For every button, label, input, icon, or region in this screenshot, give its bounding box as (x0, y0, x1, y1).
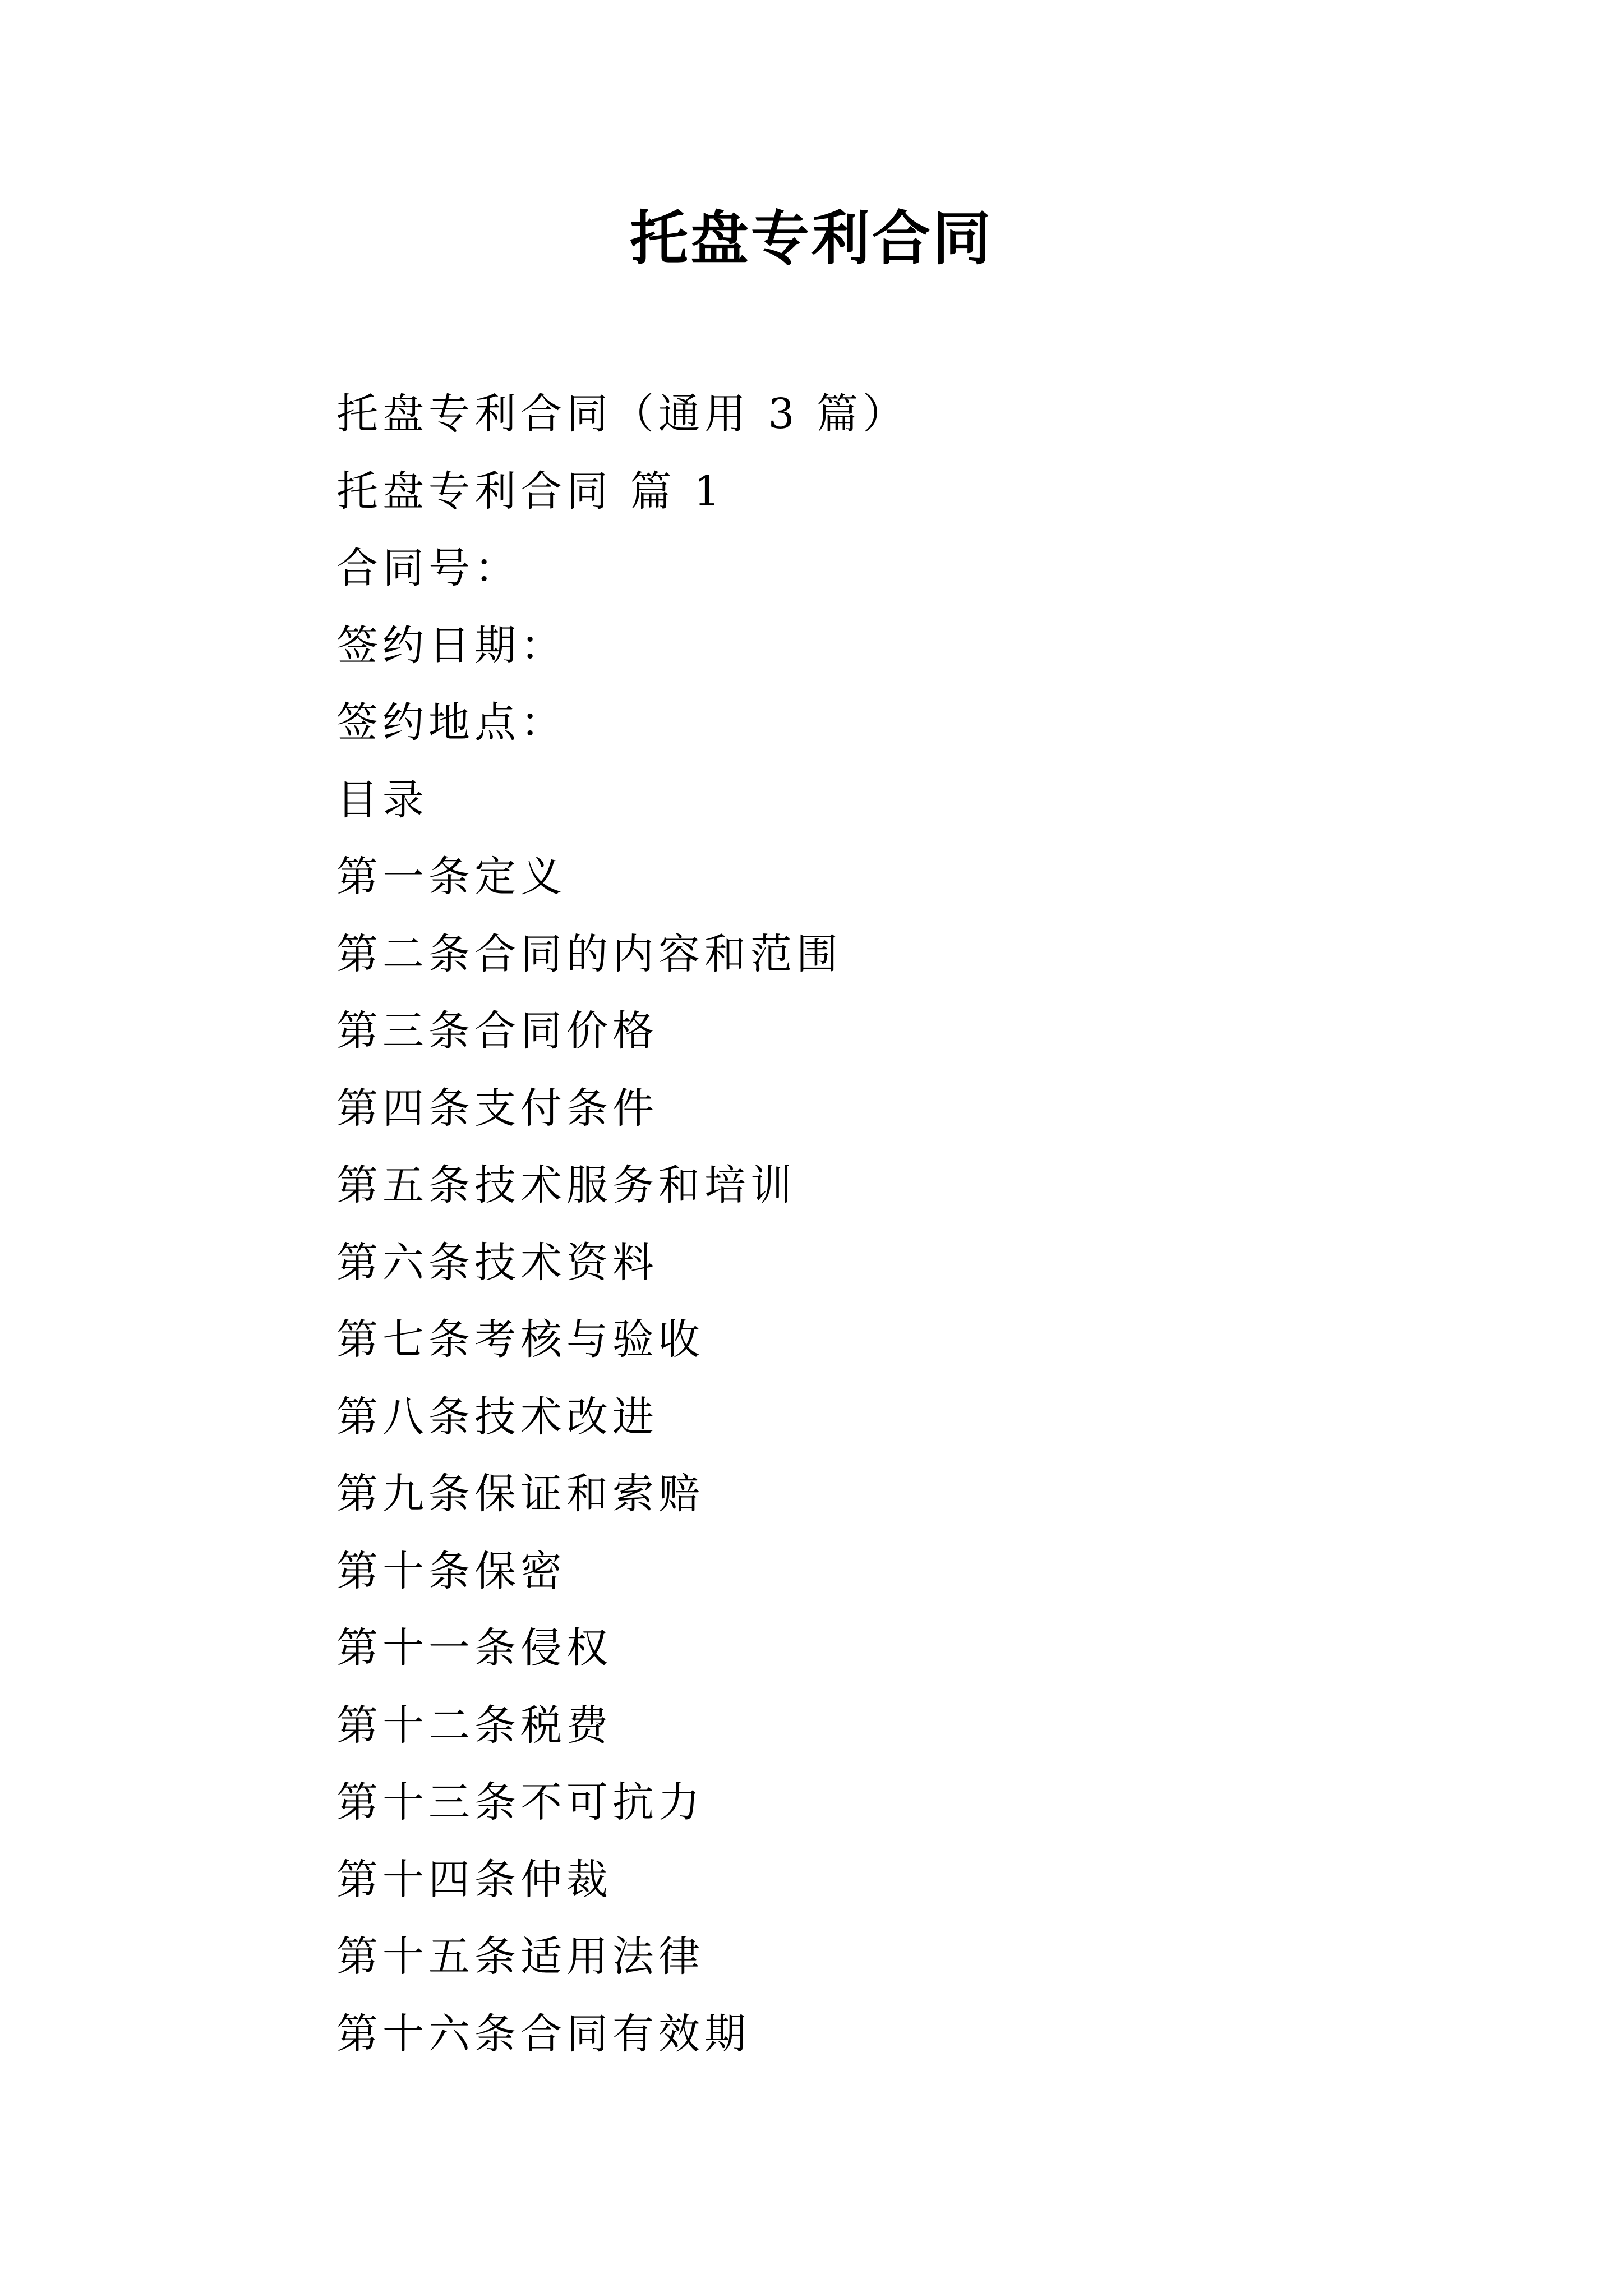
toc-heading: 目录 (336, 775, 428, 824)
toc-item: 第九条保证和索赔 (336, 1470, 704, 1518)
signing-date-field: 签约日期： (336, 621, 566, 670)
toc-item: 第十一条侵权 (336, 1624, 612, 1672)
toc-item: 第六条技术资料 (336, 1238, 658, 1287)
toc-item: 第五条技术服务和培训 (336, 1161, 796, 1209)
toc-item: 第八条技术改进 (336, 1392, 658, 1441)
toc-item: 第十三条不可抗力 (336, 1778, 704, 1826)
toc-item: 第四条支付条件 (336, 1084, 658, 1133)
toc-item: 第十四条仲裁 (336, 1855, 612, 1904)
contract-number-field: 合同号： (336, 544, 520, 592)
toc-item: 第十条保密 (336, 1547, 566, 1595)
toc-item: 第七条考核与验收 (336, 1315, 704, 1364)
toc-item: 第十六条合同有效期 (336, 2009, 750, 2058)
toc-item: 第二条合同的内容和范围 (336, 930, 842, 978)
toc-item: 第十五条适用法律 (336, 1932, 704, 1981)
subtitle-line: 托盘专利合同（通用 3 篇） (336, 390, 909, 438)
toc-item: 第三条合同价格 (336, 1007, 658, 1055)
section-heading: 托盘专利合同 篇 1 (336, 467, 725, 516)
document-body (336, 376, 1514, 2073)
toc-item: 第十二条税费 (336, 1701, 612, 1750)
document-title: 托盘专利合同 (629, 204, 993, 273)
signing-place-field: 签约地点： (336, 698, 566, 747)
toc-item: 第一条定义 (336, 853, 566, 901)
